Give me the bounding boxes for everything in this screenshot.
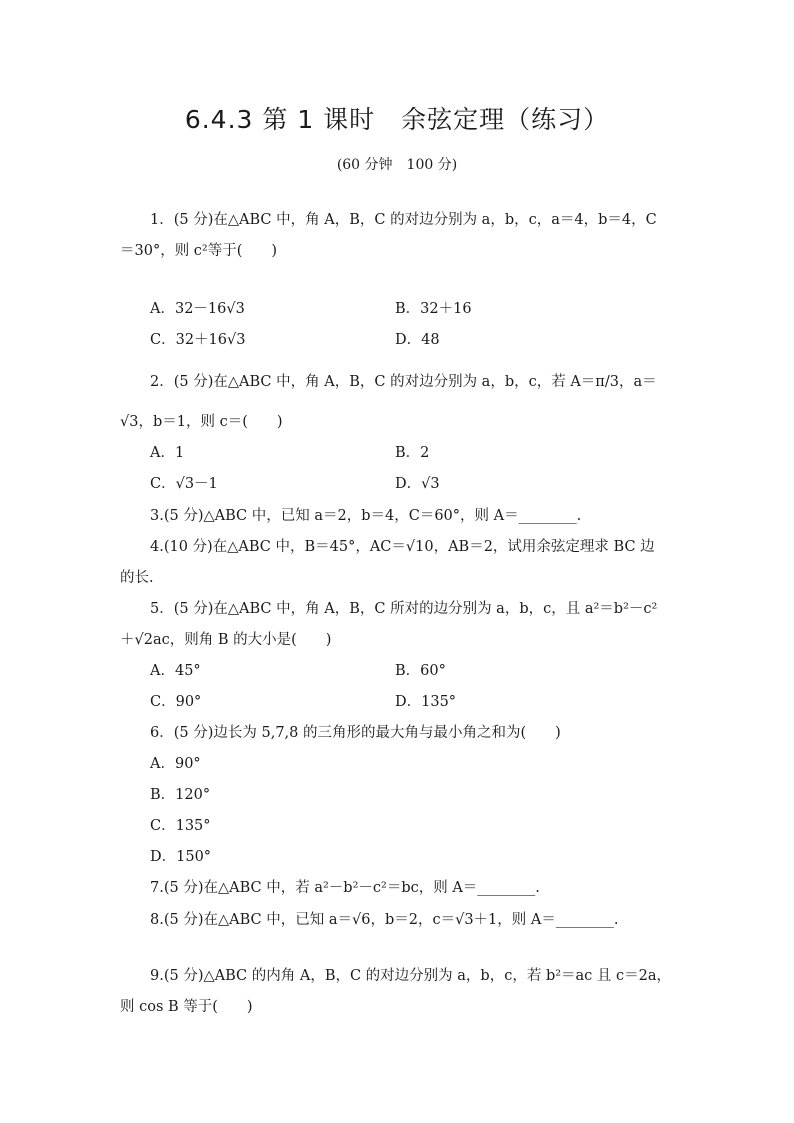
question-2-option-d: D．√3 [395, 476, 440, 492]
question-1-option-d: D．48 [395, 332, 440, 348]
question-2-line-2: √3，b＝1，则 c＝( ) [120, 414, 283, 430]
question-2-option-a: A．1 [150, 445, 185, 461]
question-8: 8.(5 分)在△ABC 中，已知 a＝√6，b＝2，c＝√3＋1，则 A＝________. [150, 912, 619, 928]
page-title: 6.4.3 第 1 课时 余弦定理（练习） [184, 105, 610, 134]
question-2-option-c: C．√3－1 [150, 476, 218, 492]
question-9-line-1: 9.(5 分)△ABC 的内角 A，B，C 的对边分别为 a，b，c，若 b²＝ac 且 c＝2a， [150, 968, 672, 984]
question-7: 7.(5 分)在△ABC 中，若 a²－b²－c²＝bc，则 A＝________. [150, 880, 540, 896]
question-4-line-2: 的长. [120, 570, 154, 586]
question-3: 3.(5 分)△ABC 中，已知 a＝2，b＝4，C＝60°，则 A＝________. [150, 508, 582, 524]
question-6-option-c: C．135° [150, 818, 211, 834]
question-5-option-a: A．45° [150, 663, 201, 679]
question-1-line-2: ＝30°，则 c²等于( ) [120, 243, 278, 259]
question-9-line-2: 则 cos B 等于( ) [120, 999, 253, 1015]
question-6-option-d: D．150° [150, 849, 212, 865]
question-1-option-a: A．32－16√3 [150, 301, 245, 317]
question-1-line-1: 1．(5 分)在△ABC 中，角 A，B，C 的对边分别为 a，b，c，a＝4，b＝4，C [150, 212, 657, 228]
question-6: 6．(5 分)边长为 5,7,8 的三角形的最大角与最小角之和为( ) [150, 725, 561, 741]
question-1-option-b: B．32＋16 [395, 301, 472, 317]
question-6-option-a: A．90° [150, 756, 201, 772]
question-4-line-1: 4.(10 分)在△ABC 中，B＝45°，AC＝√10，AB＝2，试用余弦定理求 BC 边 [150, 539, 655, 555]
question-5-line-1: 5．(5 分)在△ABC 中，角 A，B，C 所对的边分别为 a，b，c，且 a²＝b²－c² [150, 601, 658, 617]
question-1-option-c: C．32＋16√3 [150, 332, 246, 348]
question-5-line-2: ＋√2ac，则角 B 的大小是( ) [120, 632, 332, 648]
page-subtitle: (60 分钟 100 分) [336, 157, 458, 173]
question-6-option-b: B．120° [150, 787, 211, 803]
question-2-option-b: B．2 [395, 445, 430, 461]
question-5-option-c: C．90° [150, 694, 202, 710]
question-2-line-1: 2．(5 分)在△ABC 中，角 A，B，C 的对边分别为 a，b，c，若 A＝π/3，a＝ [150, 374, 657, 390]
question-5-option-b: B．60° [395, 663, 446, 679]
question-5-option-d: D．135° [395, 694, 457, 710]
